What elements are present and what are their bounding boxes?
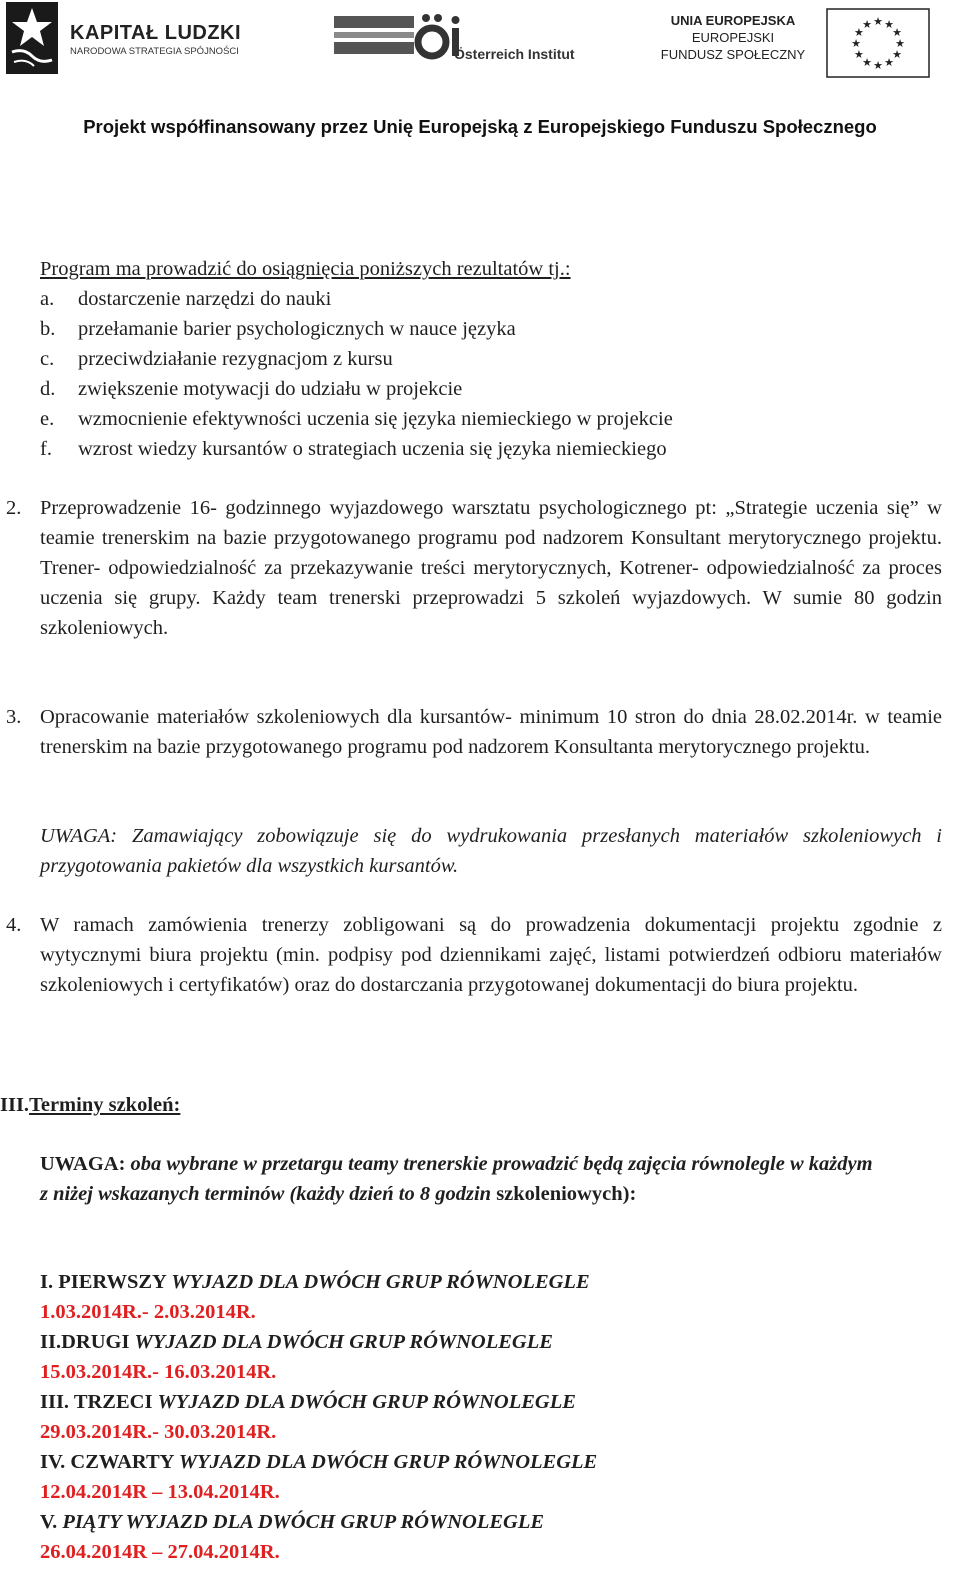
cofinancing-banner: Projekt współfinansowany przez Unię Europejską z Europejskiego Funduszu Społecznego	[83, 116, 877, 137]
eu-star-icon: ★	[895, 38, 905, 50]
section-warning	[40, 1149, 880, 1209]
eu-star-icon: ★	[851, 38, 861, 50]
list-item	[40, 284, 331, 314]
warning-label: UWAGA:	[40, 1153, 126, 1175]
results-intro: Program ma prowadzić do osiągnięcia poniższych rezultatów tj.:	[40, 258, 571, 280]
trip-ordinal: V.	[40, 1511, 58, 1533]
eu-logo	[650, 8, 950, 78]
list-marker: a.	[40, 288, 55, 310]
list-item-text: przełamanie barier psychologicznych w nauce języka	[78, 318, 516, 340]
trip-heading	[40, 1507, 544, 1537]
point-text: W ramach zamówienia trenerzy zobligowani są do prowadzenia dokumentacji projektu zgodnie z wytycznymi biura projektu (min. podpisy pod dziennikami zajęć, listami potwierdzeń odbioru materiałów szkoleniowych i certyfikatów) oraz do dostarczania przygotowanej dokumentacji do biura projektu.	[40, 914, 942, 996]
point-number: 4.	[6, 914, 22, 936]
list-marker: d.	[40, 378, 56, 400]
trip-ordinal: I. PIERWSZY	[40, 1271, 167, 1293]
list-marker: f.	[40, 438, 52, 460]
trip-title: WYJAZD DLA DWÓCH GRUP RÓWNOLEGLE	[171, 1271, 590, 1293]
osterreich-institut-name: Österreich Institut	[454, 46, 575, 62]
eu-star-icon: ★	[892, 27, 902, 39]
eu-star-icon: ★	[873, 16, 883, 28]
eu-line-1: UNIA EUROPEJSKA	[670, 13, 796, 28]
kapital-ludzki-subtitle: NARODOWA STRATEGIA SPÓJNOŚCI	[70, 46, 239, 57]
trip-title: WYJAZD DLA DWÓCH GRUP RÓWNOLEGLE	[157, 1391, 576, 1413]
list-item	[40, 314, 516, 344]
list-item	[40, 374, 462, 404]
list-marker: b.	[40, 318, 56, 340]
osterreich-institut-logo	[334, 12, 604, 68]
trip-ordinal: III. TRZECI	[40, 1391, 153, 1413]
trip-heading	[40, 1447, 597, 1477]
trip-title: WYJAZD DLA DWÓCH GRUP RÓWNOLEGLE	[178, 1451, 598, 1473]
trip-title: PIĄTY WYJAZD DLA DWÓCH GRUP RÓWNOLEGLE	[62, 1511, 545, 1533]
eu-star-icon: ★	[873, 60, 883, 72]
section-title: Terminy szkoleń:	[29, 1094, 181, 1116]
trip-dates: 29.03.2014R.- 30.03.2014R.	[40, 1421, 277, 1443]
eu-star-icon: ★	[862, 18, 872, 31]
trip-ordinal: II.DRUGI	[40, 1331, 135, 1353]
osterreich-institut-mark-icon	[334, 12, 464, 62]
trip-dates: 15.03.2014R.- 16.03.2014R.	[40, 1361, 277, 1383]
eu-text	[650, 12, 816, 63]
trip-heading	[40, 1387, 576, 1417]
eu-star-icon: ★	[884, 18, 894, 31]
eu-flag-icon	[826, 8, 930, 78]
eu-star-icon: ★	[884, 57, 894, 70]
point-number: 3.	[6, 706, 22, 728]
section-numeral: III.	[0, 1094, 30, 1116]
list-marker: e.	[40, 408, 55, 430]
trip-heading	[40, 1267, 590, 1297]
warning-tail: szkoleniowych):	[496, 1183, 637, 1205]
kapital-ludzki-logo	[6, 2, 246, 74]
page-header	[0, 0, 960, 137]
point-text: Opracowanie materiałów szkoleniowych dla kursantów- minimum 10 stron do dnia 28.02.2014r. w teamie trenerskim na bazie przygotowanego programu pod nadzorem Konsultanta merytorycznego projektu.	[40, 706, 942, 758]
trip-dates: 26.04.2014R – 27.04.2014R.	[40, 1541, 280, 1563]
eu-star-icon: ★	[862, 57, 872, 70]
trip-title: WYJAZD DLA DWÓCH GRUP RÓWNOLEGLE	[134, 1331, 553, 1353]
eu-star-icon: ★	[854, 27, 864, 39]
list-marker: c.	[40, 348, 55, 370]
trip-dates: 1.03.2014R.- 2.03.2014R.	[40, 1301, 256, 1323]
eu-line-2: EUROPEJSKI	[691, 30, 775, 45]
list-item	[40, 434, 667, 464]
list-item-text: wzmocnienie efektywności uczenia się języka niemieckiego w projekcie	[78, 408, 673, 430]
list-item-text: wzrost wiedzy kursantów o strategiach uczenia się języka niemieckiego	[78, 438, 667, 460]
list-item-text: zwiększenie motywacji do udziału w projekcie	[78, 378, 463, 400]
eu-line-3: FUNDUSZ SPOŁECZNY	[660, 47, 806, 62]
list-item	[40, 404, 673, 434]
list-item	[40, 344, 393, 374]
trip-ordinal: IV. CZWARTY	[40, 1451, 174, 1473]
section-heading	[0, 1090, 180, 1120]
kapital-ludzki-title: KAPITAŁ LUDZKI	[70, 22, 242, 44]
eu-star-icon: ★	[892, 49, 902, 61]
list-item-text: dostarczenie narzędzi do nauki	[78, 288, 332, 310]
trip-heading	[40, 1327, 553, 1357]
eu-star-icon: ★	[854, 49, 864, 61]
materials-note: UWAGA: Zamawiający zobowiązuje się do wydrukowania przesłanych materiałów szkoleniowych i przygotowania pakietów dla wszystkich kursantów.	[40, 825, 942, 877]
kapital-ludzki-emblem-icon	[6, 2, 58, 74]
warning-text: oba wybrane w przetargu teamy trenerskie prowadzić będą zajęcia równolegle w każdym z niżej wskazanych terminów (każdy dzień to 8 godzin	[40, 1153, 873, 1205]
point-text: Przeprowadzenie 16- godzinnego wyjazdowego warsztatu psychologicznego pt: „Strategie uczenia się” w teamie trenerskim na bazie przygotowanego programu pod nadzorem Konsultant merytorycznego projektu. Trener- odpowiedzialność za przekazywanie treści merytorycznych, Kotrener- odpowiedzialność za proces uczenia się grupy. Każdy team trenerski przeprowadzi 5 szkoleń wyjazdowych. W sumie 80 godzin szkoleniowych.	[40, 497, 942, 639]
trip-dates: 12.04.2014R – 13.04.2014R.	[40, 1481, 280, 1503]
point-number: 2.	[6, 497, 22, 519]
list-item-text: przeciwdziałanie rezygnacjom z kursu	[78, 348, 393, 370]
